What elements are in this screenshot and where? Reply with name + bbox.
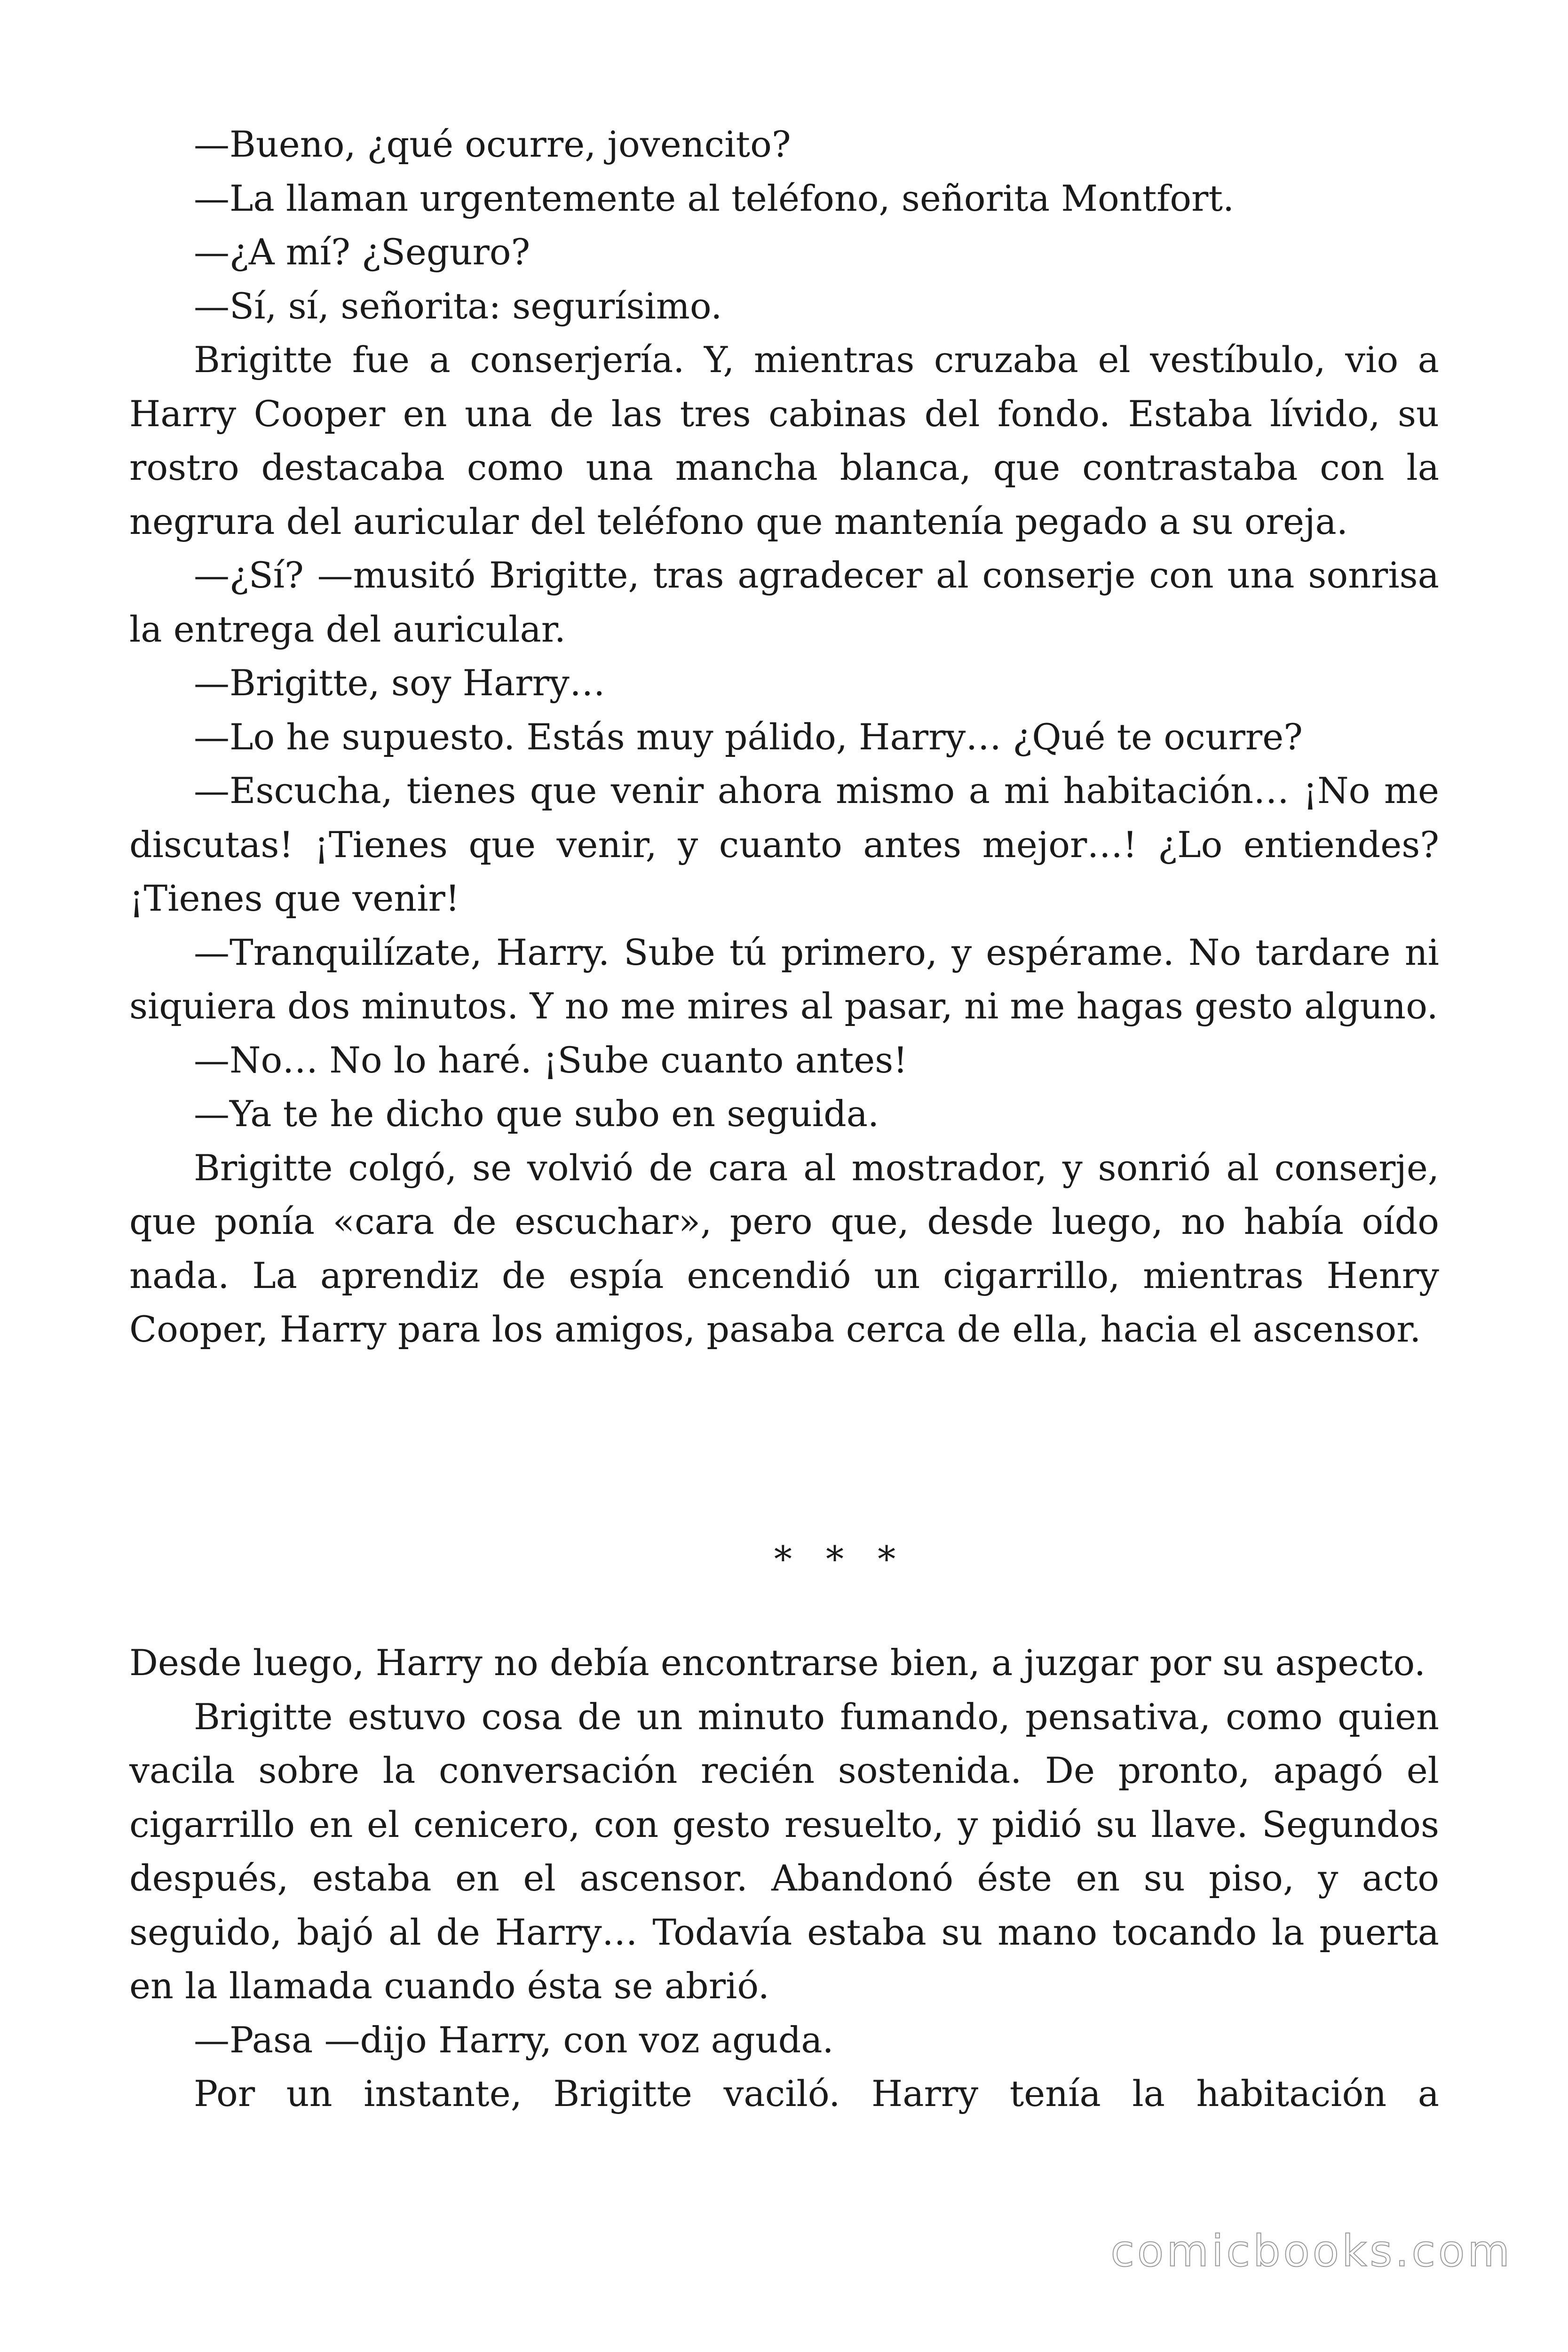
paragraph: —Ya te he dicho que subo en seguida. <box>194 1093 879 1135</box>
paragraph: Desde luego, Harry no debía encontrarse bien, a juzgar por su aspecto. <box>129 1642 1426 1684</box>
paragraph: —¿Sí? —musitó Brigitte, tras agradecer al conserje con una sonrisa la entrega del auricular. <box>129 554 1439 650</box>
paragraph: Brigitte estuvo cosa de un minuto fumando, pensativa, como quien vacila sobre la conversación recién sostenida. De pronto, apagó el cigarrillo en el cenicero, con gesto resuelto, y pidió su llave. Segundos después, estaba en el ascensor. Abandonó éste en su piso, y acto seguido, bajó al de Harry… Todavía estaba su mano tocando la puerta en la llamada cuando ésta se abrió. <box>129 1695 1439 2007</box>
paragraph: —¿A mí? ¿Seguro? <box>194 231 531 273</box>
paragraph: —Sí, sí, señorita: segurísimo. <box>194 285 722 327</box>
section-separator: * * * <box>774 1538 907 1580</box>
paragraph: Brigitte colgó, se volvió de cara al mostrador, y sonrió al conserje, que ponía «cara de escuchar», pero que, desde luego, no había oído nada. La aprendiz de espía encendió un cigarrillo, mientras Henry Cooper, Harry para los amigos, pasaba cerca de ella, hacia el ascensor. <box>129 1146 1439 1350</box>
paragraph: —La llaman urgentemente al teléfono, señorita Montfort. <box>194 177 1235 219</box>
paragraph: —Brigitte, soy Harry… <box>194 662 605 704</box>
section-one <box>129 118 1439 1357</box>
paragraph: —Lo he supuesto. Estás muy pálido, Harry… ¿Qué te ocurre? <box>194 715 1303 758</box>
paragraph: —Escucha, tienes que venir ahora mismo a mi habitación… ¡No me discutas! ¡Tienes que venir, y cuanto antes mejor…! ¿Lo entiendes? ¡Tienes que venir! <box>129 770 1439 919</box>
watermark-logo: comicbooks.com <box>1110 2226 1513 2276</box>
paragraph: Por un instante, Brigitte vaciló. Harry tenía la habitación a <box>194 2073 1439 2114</box>
paragraph: —Tranquilízate, Harry. Sube tú primero, y espérame. No tardare ni siquiera dos minutos. Y no me mires al pasar, ni me hagas gesto alguno. <box>129 931 1439 1027</box>
paragraph: Brigitte fue a conserjería. Y, mientras cruzaba el vestíbulo, vio a Harry Cooper en una de las tres cabinas del fondo. Estaba lívido, su rostro destacaba como una mancha blanca, que contrastaba con la negrura del auricular del teléfono que mantenía pegado a su oreja. <box>129 339 1439 542</box>
paragraph: —No… No lo haré. ¡Sube cuanto antes! <box>194 1039 908 1081</box>
section-two <box>129 1636 1439 2121</box>
paragraph: —Bueno, ¿qué ocurre, jovencito? <box>194 123 791 165</box>
paragraph: —Pasa —dijo Harry, con voz aguda. <box>194 2018 834 2061</box>
